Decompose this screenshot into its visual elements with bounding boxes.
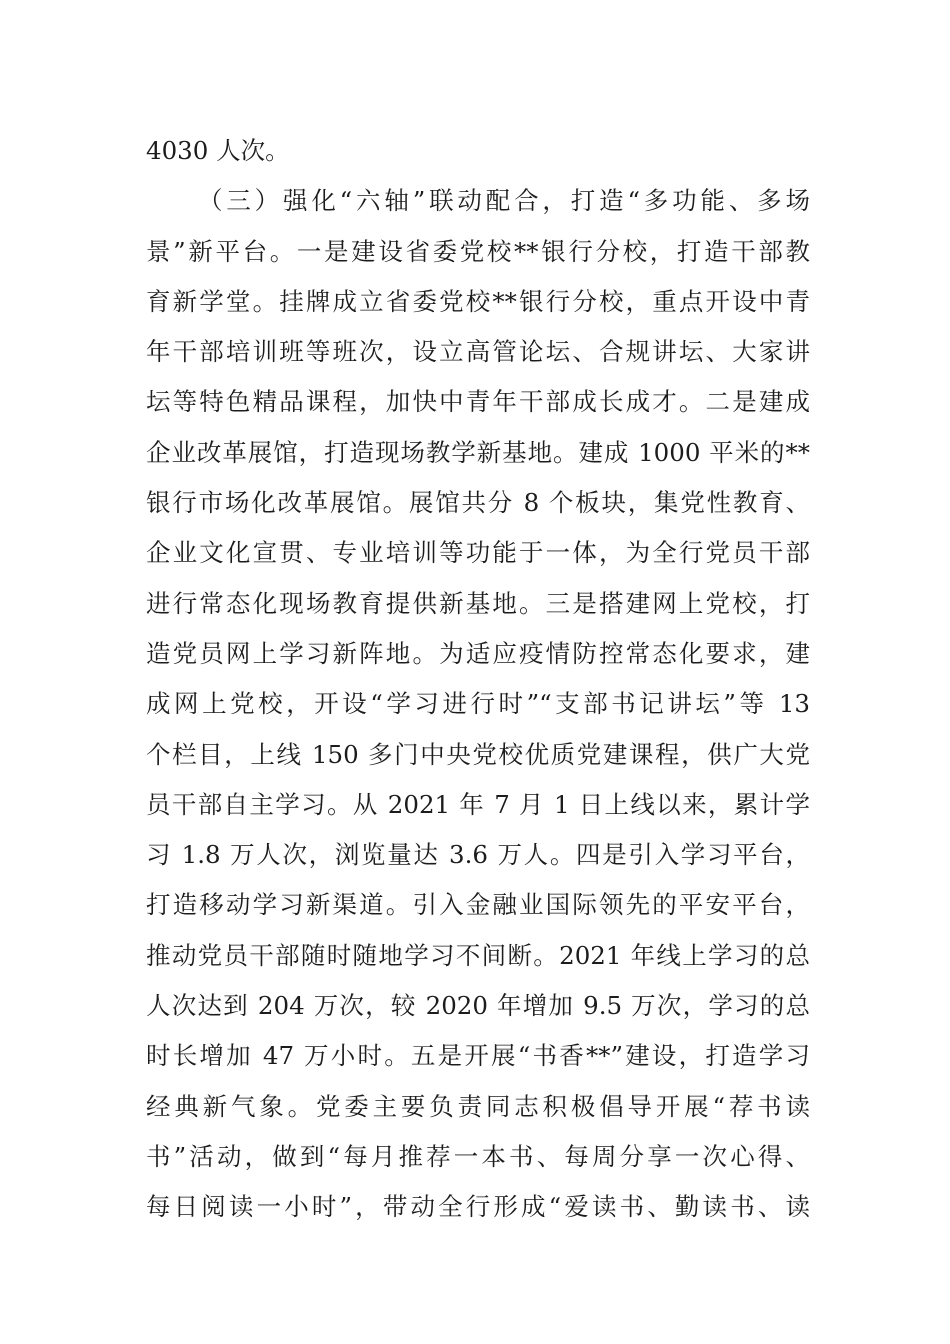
text-line: 进行常态化现场教育提供新基地。三是搭建网上党校，打	[146, 588, 810, 618]
text-line: 企业文化宣贯、专业培训等功能于一体，为全行党员干部	[146, 538, 810, 568]
body-text	[146, 126, 810, 1233]
text-line: 年干部培训班等班次，设立高管论坛、合规讲坛、大家讲	[146, 337, 810, 367]
text-line: 员干部自主学习。从 2021 年 7 月 1 日上线以来，累计学	[146, 789, 810, 819]
text-line: 人次达到 204 万次，较 2020 年增加 9.5 万次，学习的总	[146, 991, 810, 1021]
text-line: 习 1.8 万人次，浏览量达 3.6 万人。四是引入学习平台，	[146, 840, 810, 870]
text-line: 育新学堂。挂牌成立省委党校**银行分校，重点开设中青	[146, 286, 810, 316]
text-line: 打造移动学习新渠道。引入金融业国际领先的平安平台，	[146, 890, 810, 920]
text-line: 书”活动，做到“每月推荐一本书、每周分享一次心得、	[146, 1141, 810, 1171]
text-line: 坛等特色精品课程，加快中青年干部成长成才。二是建成	[146, 387, 810, 417]
section-heading-line: （三）强化“六轴”联动配合，打造“多功能、多场	[198, 186, 810, 216]
text-line: 时长增加 47 万小时。五是开展“书香**”建设，打造学习	[146, 1041, 810, 1071]
text-line: 推动党员干部随时随地学习不间断。2021 年线上学习的总	[146, 940, 810, 970]
text-line: 企业改革展馆，打造现场教学新基地。建成 1000 平米的**	[146, 437, 810, 467]
text-line: 成网上党校，开设“学习进行时”“支部书记讲坛”等 13	[146, 689, 810, 719]
text-line: 造党员网上学习新阵地。为适应疫情防控常态化要求，建	[146, 638, 810, 668]
text-line: 经典新气象。党委主要负责同志积极倡导开展“荐书读	[146, 1091, 810, 1121]
text-line: 4030 人次。	[146, 136, 290, 165]
text-line: 景”新平台。一是建设省委党校**银行分校，打造干部教	[146, 236, 810, 266]
text-line: 银行市场化改革展馆。展馆共分 8 个板块，集党性教育、	[146, 488, 810, 518]
text-line: 个栏目，上线 150 多门中央党校优质党建课程，供广大党	[146, 739, 810, 769]
text-line: 每日阅读一小时”，带动全行形成“爱读书、勤读书、读	[146, 1192, 810, 1222]
